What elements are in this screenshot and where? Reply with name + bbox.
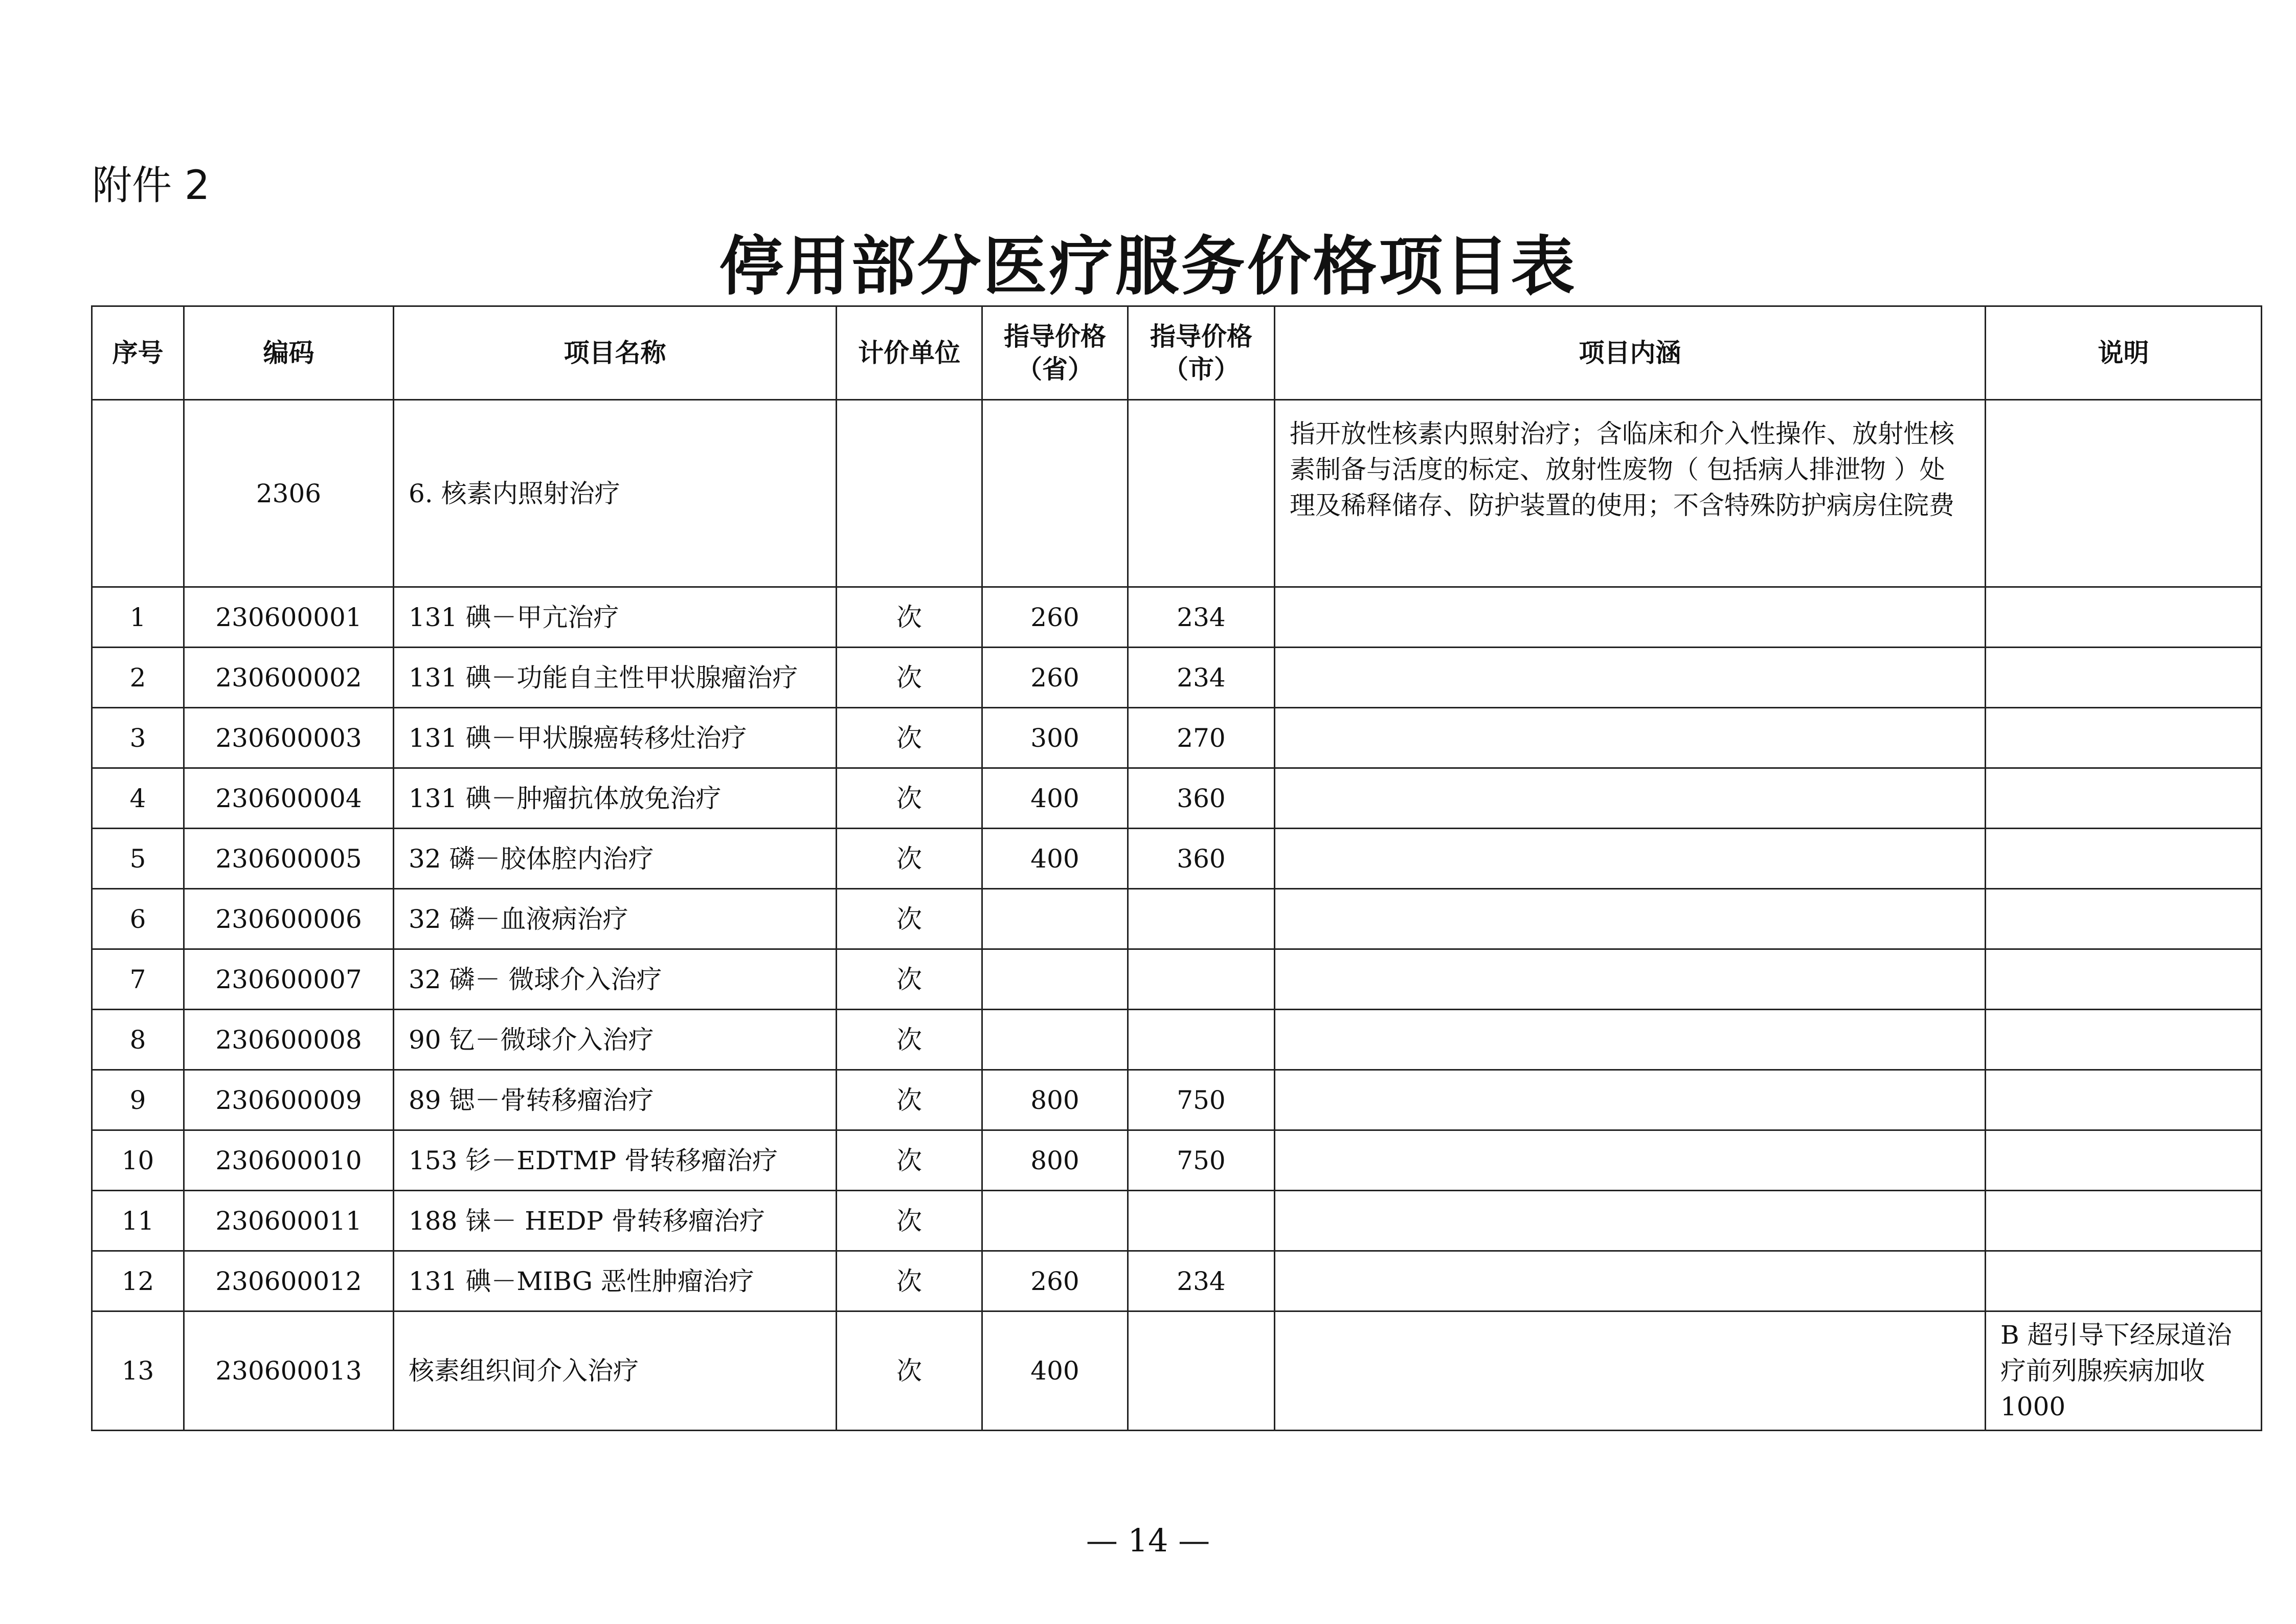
cell-price-province: 400 [982, 768, 1128, 829]
section-seq [92, 400, 184, 587]
cell-code: 230600011 [184, 1191, 394, 1251]
cell-unit: 次 [837, 1010, 982, 1070]
cell-unit: 次 [837, 1251, 982, 1311]
section-code: 2306 [184, 400, 394, 587]
cell-unit: 次 [837, 648, 982, 708]
cell-seq: 13 [92, 1311, 184, 1431]
cell-unit: 次 [837, 1191, 982, 1251]
cell-price-province [982, 1191, 1128, 1251]
cell-code: 230600010 [184, 1130, 394, 1191]
cell-name: 131 碘－甲状腺癌转移灶治疗 [394, 708, 837, 768]
page-title: 停用部分医疗服务价格项目表 [719, 229, 1577, 304]
cell-unit: 次 [837, 768, 982, 829]
cell-note: B 超引导下经尿道治疗前列腺疾病加收1000 [1986, 1311, 2262, 1431]
cell-name: 90 钇－微球介入治疗 [394, 1010, 837, 1070]
page-number: — 14 — [1086, 1522, 1210, 1559]
cell-name: 153 钐－EDTMP 骨转移瘤治疗 [394, 1130, 837, 1191]
table-row [92, 1130, 2262, 1191]
cell-seq: 10 [92, 1130, 184, 1191]
table-row [92, 1010, 2262, 1070]
cell-name: 131 碘－肿瘤抗体放免治疗 [394, 768, 837, 829]
cell-name: 188 铼－ HEDP 骨转移瘤治疗 [394, 1191, 837, 1251]
cell-unit: 次 [837, 708, 982, 768]
cell-code: 230600007 [184, 949, 394, 1010]
cell-note [1986, 1070, 2262, 1130]
cell-price-city: 360 [1128, 768, 1275, 829]
cell-price-city [1128, 949, 1275, 1010]
cell-unit: 次 [837, 1311, 982, 1431]
cell-note [1986, 1130, 2262, 1191]
cell-price-city: 234 [1128, 1251, 1275, 1311]
cell-seq: 4 [92, 768, 184, 829]
cell-seq: 12 [92, 1251, 184, 1311]
cell-note [1986, 889, 2262, 949]
cell-content [1275, 708, 1986, 768]
cell-price-province: 800 [982, 1130, 1128, 1191]
cell-name: 131 碘－MIBG 恶性肿瘤治疗 [394, 1251, 837, 1311]
section-price-city [1128, 400, 1275, 587]
header-seq: 序号 [92, 306, 184, 400]
cell-note [1986, 1251, 2262, 1311]
cell-content [1275, 1070, 1986, 1130]
header-price-city: 指导价格 （市） [1128, 306, 1275, 400]
table-row [92, 587, 2262, 648]
cell-price-province: 800 [982, 1070, 1128, 1130]
cell-content [1275, 648, 1986, 708]
header-unit: 计价单位 [837, 306, 982, 400]
cell-seq: 6 [92, 889, 184, 949]
table-header-row [92, 306, 2262, 400]
section-name: 6. 核素内照射治疗 [394, 400, 837, 587]
header-code: 编码 [184, 306, 394, 400]
cell-seq: 7 [92, 949, 184, 1010]
cell-code: 230600009 [184, 1070, 394, 1130]
cell-price-province [982, 949, 1128, 1010]
cell-content [1275, 1251, 1986, 1311]
cell-price-city [1128, 1191, 1275, 1251]
header-content: 项目内涵 [1275, 306, 1986, 400]
cell-content [1275, 1130, 1986, 1191]
section-unit [837, 400, 982, 587]
cell-price-province: 260 [982, 648, 1128, 708]
cell-seq: 2 [92, 648, 184, 708]
table-row [92, 949, 2262, 1010]
header-price-province: 指导价格 （省） [982, 306, 1128, 400]
table-row [92, 1070, 2262, 1130]
cell-code: 230600003 [184, 708, 394, 768]
cell-price-province: 400 [982, 829, 1128, 889]
cell-content [1275, 889, 1986, 949]
cell-code: 230600004 [184, 768, 394, 829]
cell-note [1986, 587, 2262, 648]
cell-name: 32 磷－ 微球介入治疗 [394, 949, 837, 1010]
cell-note [1986, 949, 2262, 1010]
cell-seq: 3 [92, 708, 184, 768]
cell-note [1986, 708, 2262, 768]
cell-price-city: 360 [1128, 829, 1275, 889]
cell-unit: 次 [837, 829, 982, 889]
cell-seq: 5 [92, 829, 184, 889]
cell-content [1275, 768, 1986, 829]
cell-price-city: 234 [1128, 648, 1275, 708]
cell-unit: 次 [837, 889, 982, 949]
cell-seq: 1 [92, 587, 184, 648]
cell-price-city [1128, 1010, 1275, 1070]
cell-price-province [982, 889, 1128, 949]
table-row [92, 648, 2262, 708]
cell-content [1275, 949, 1986, 1010]
cell-name: 核素组织间介入治疗 [394, 1311, 837, 1431]
cell-price-province: 260 [982, 587, 1128, 648]
cell-price-city: 750 [1128, 1130, 1275, 1191]
attachment-label: 附件 2 [92, 163, 210, 209]
cell-unit: 次 [837, 1070, 982, 1130]
cell-code: 230600001 [184, 587, 394, 648]
table-row [92, 708, 2262, 768]
cell-unit: 次 [837, 1130, 982, 1191]
cell-unit: 次 [837, 587, 982, 648]
header-note: 说明 [1986, 306, 2262, 400]
section-note [1986, 400, 2262, 587]
table-row [92, 1191, 2262, 1251]
cell-seq: 8 [92, 1010, 184, 1070]
cell-name: 89 锶－骨转移瘤治疗 [394, 1070, 837, 1130]
cell-price-province [982, 1010, 1128, 1070]
cell-code: 230600006 [184, 889, 394, 949]
cell-seq: 11 [92, 1191, 184, 1251]
table-row [92, 1311, 2262, 1431]
cell-code: 230600013 [184, 1311, 394, 1431]
cell-code: 230600012 [184, 1251, 394, 1311]
cell-name: 32 磷－胶体腔内治疗 [394, 829, 837, 889]
cell-name: 131 碘－甲亢治疗 [394, 587, 837, 648]
cell-code: 230600002 [184, 648, 394, 708]
cell-name: 32 磷－血液病治疗 [394, 889, 837, 949]
table-row [92, 889, 2262, 949]
table-row [92, 768, 2262, 829]
table-row [92, 829, 2262, 889]
price-items-table [91, 305, 2262, 1431]
cell-content [1275, 1311, 1986, 1431]
header-name: 项目名称 [394, 306, 837, 400]
cell-name: 131 碘－功能自主性甲状腺瘤治疗 [394, 648, 837, 708]
cell-code: 230600005 [184, 829, 394, 889]
cell-content [1275, 1010, 1986, 1070]
cell-note [1986, 1191, 2262, 1251]
section-price-province [982, 400, 1128, 587]
cell-price-province: 260 [982, 1251, 1128, 1311]
cell-price-city: 234 [1128, 587, 1275, 648]
section-content: 指开放性核素内照射治疗；含临床和介入性操作、放射性核素制备与活度的标定、放射性废物（ 包括病人排泄物 ）处理及稀释储存、防护装置的使用；不含特殊防护病房住院费 [1275, 400, 1986, 587]
section-row [92, 400, 2262, 587]
cell-price-province: 300 [982, 708, 1128, 768]
cell-seq: 9 [92, 1070, 184, 1130]
cell-note [1986, 648, 2262, 708]
cell-content [1275, 829, 1986, 889]
cell-price-city: 270 [1128, 708, 1275, 768]
table-row [92, 1251, 2262, 1311]
cell-code: 230600008 [184, 1010, 394, 1070]
cell-price-city: 750 [1128, 1070, 1275, 1130]
cell-content [1275, 1191, 1986, 1251]
cell-note [1986, 829, 2262, 889]
cell-note [1986, 768, 2262, 829]
cell-price-province: 400 [982, 1311, 1128, 1431]
cell-content [1275, 587, 1986, 648]
cell-unit: 次 [837, 949, 982, 1010]
cell-price-city [1128, 889, 1275, 949]
cell-note [1986, 1010, 2262, 1070]
cell-price-city [1128, 1311, 1275, 1431]
